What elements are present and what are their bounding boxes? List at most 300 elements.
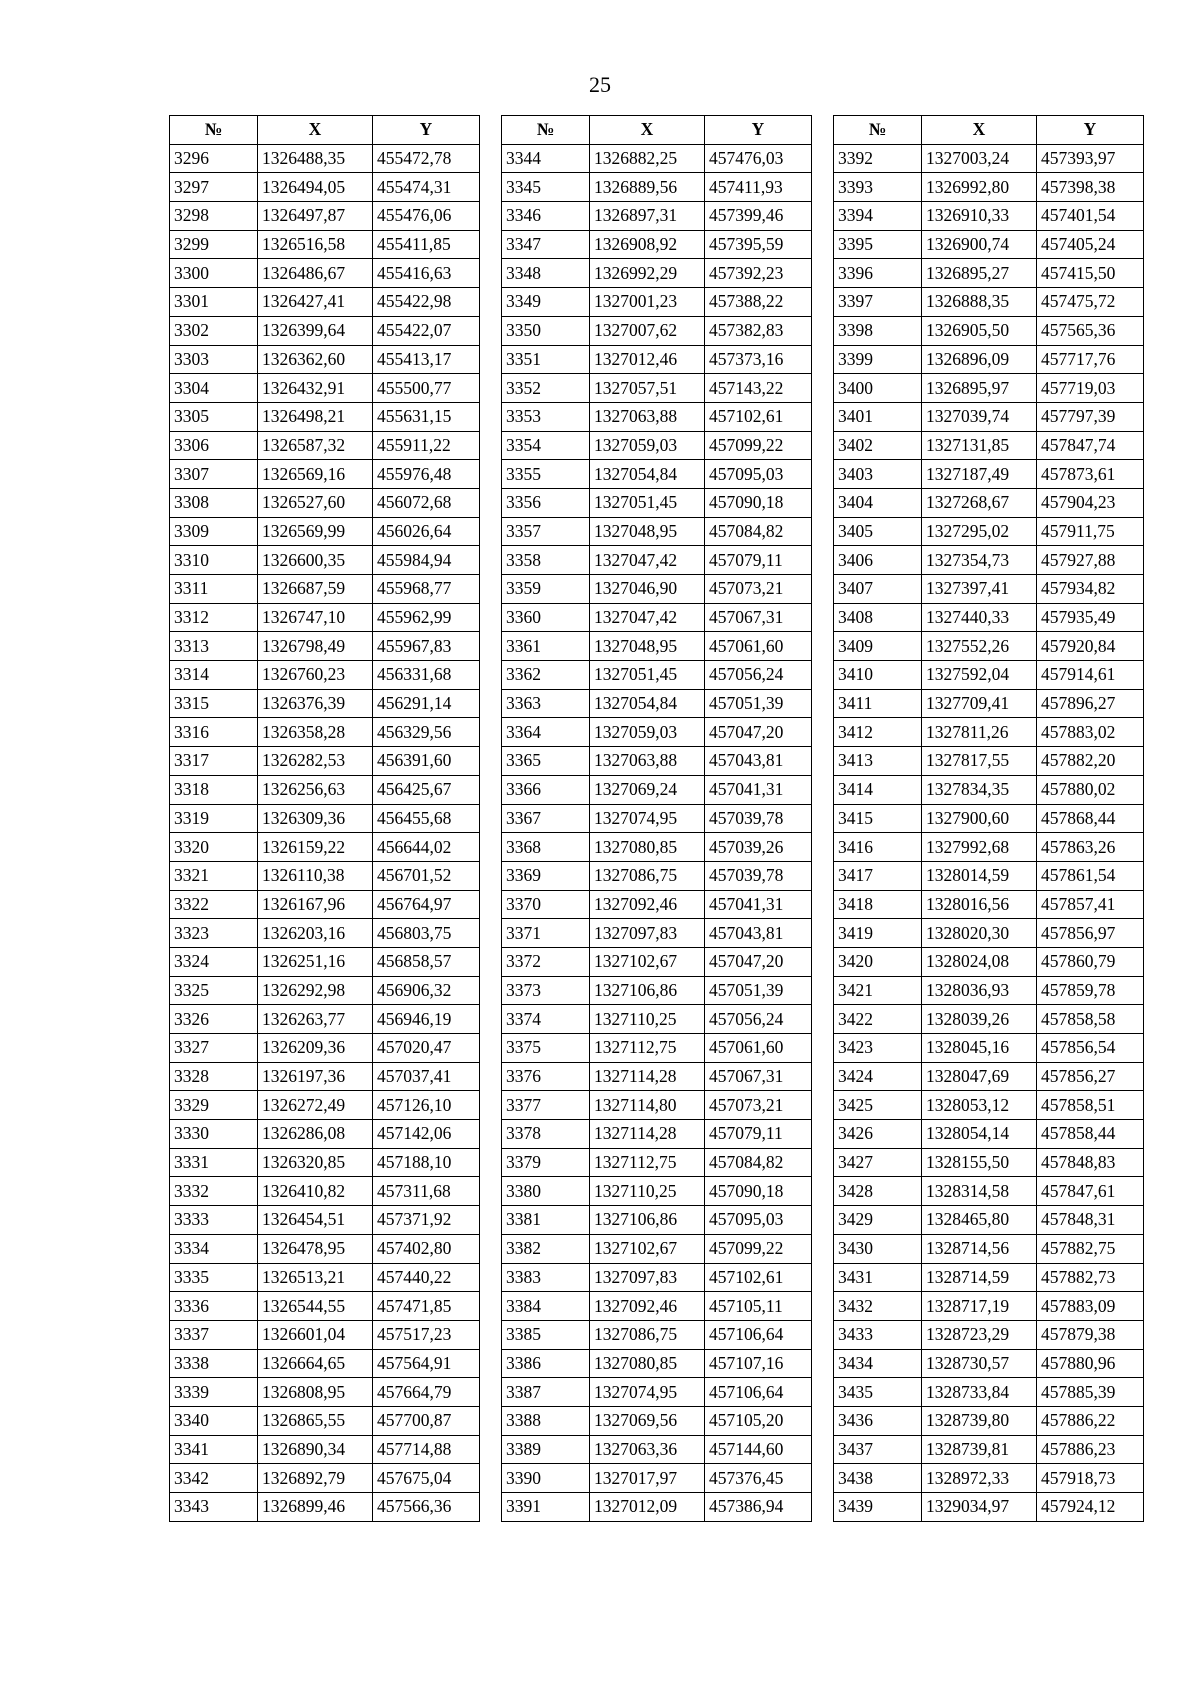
point-number-cell: 3392 xyxy=(834,144,922,173)
table-row xyxy=(170,861,480,890)
x-coordinate-cell: 1328155,50 xyxy=(922,1148,1037,1177)
x-coordinate-cell: 1327054,84 xyxy=(590,689,705,718)
point-number-cell: 3306 xyxy=(170,431,258,460)
table-row xyxy=(502,661,812,690)
point-number-cell: 3382 xyxy=(502,1234,590,1263)
point-number-cell: 3381 xyxy=(502,1206,590,1235)
x-coordinate-cell: 1327900,60 xyxy=(922,804,1037,833)
y-coordinate-cell: 456026,64 xyxy=(373,517,480,546)
table-row xyxy=(834,861,1144,890)
x-coordinate-cell: 1327003,24 xyxy=(922,144,1037,173)
point-number-cell: 3396 xyxy=(834,259,922,288)
y-coordinate-cell: 455976,48 xyxy=(373,460,480,489)
y-coordinate-cell: 457401,54 xyxy=(1037,202,1144,231)
point-number-cell: 3394 xyxy=(834,202,922,231)
x-coordinate-cell: 1327110,25 xyxy=(590,1177,705,1206)
table-row xyxy=(834,1091,1144,1120)
table-row xyxy=(834,632,1144,661)
x-coordinate-cell: 1327048,95 xyxy=(590,517,705,546)
column-header-y: Y xyxy=(373,116,480,145)
y-coordinate-cell: 457105,11 xyxy=(705,1292,812,1321)
y-coordinate-cell: 457675,04 xyxy=(373,1464,480,1493)
x-coordinate-cell: 1326399,64 xyxy=(258,316,373,345)
point-number-cell: 3358 xyxy=(502,546,590,575)
x-coordinate-cell: 1326362,60 xyxy=(258,345,373,374)
table-row xyxy=(502,603,812,632)
y-coordinate-cell: 456906,32 xyxy=(373,976,480,1005)
table-row xyxy=(834,1206,1144,1235)
point-number-cell: 3374 xyxy=(502,1005,590,1034)
point-number-cell: 3387 xyxy=(502,1378,590,1407)
x-coordinate-cell: 1326272,49 xyxy=(258,1091,373,1120)
table-row xyxy=(834,976,1144,1005)
table-row xyxy=(502,1349,812,1378)
y-coordinate-cell: 457056,24 xyxy=(705,661,812,690)
y-coordinate-cell: 457476,03 xyxy=(705,144,812,173)
x-coordinate-cell: 1327114,80 xyxy=(590,1091,705,1120)
y-coordinate-cell: 457398,38 xyxy=(1037,173,1144,202)
x-coordinate-cell: 1327069,24 xyxy=(590,775,705,804)
point-number-cell: 3432 xyxy=(834,1292,922,1321)
y-coordinate-cell: 457935,49 xyxy=(1037,603,1144,632)
table-row xyxy=(170,890,480,919)
table-row xyxy=(834,316,1144,345)
x-coordinate-cell: 1326309,36 xyxy=(258,804,373,833)
table-row xyxy=(502,546,812,575)
table-row xyxy=(170,1263,480,1292)
table-row xyxy=(170,144,480,173)
column-header-number: № xyxy=(170,116,258,145)
y-coordinate-cell: 456803,75 xyxy=(373,919,480,948)
y-coordinate-cell: 455500,77 xyxy=(373,374,480,403)
table-row xyxy=(170,173,480,202)
point-number-cell: 3439 xyxy=(834,1493,922,1522)
point-number-cell: 3421 xyxy=(834,976,922,1005)
table-row xyxy=(170,1234,480,1263)
point-number-cell: 3412 xyxy=(834,718,922,747)
point-number-cell: 3433 xyxy=(834,1320,922,1349)
point-number-cell: 3352 xyxy=(502,374,590,403)
table-row xyxy=(170,259,480,288)
y-coordinate-cell: 457475,72 xyxy=(1037,288,1144,317)
y-coordinate-cell: 457858,51 xyxy=(1037,1091,1144,1120)
x-coordinate-cell: 1326494,05 xyxy=(258,173,373,202)
point-number-cell: 3406 xyxy=(834,546,922,575)
y-coordinate-cell: 457393,97 xyxy=(1037,144,1144,173)
table-row xyxy=(834,661,1144,690)
x-coordinate-cell: 1328047,69 xyxy=(922,1062,1037,1091)
table-row xyxy=(170,747,480,776)
table-row xyxy=(834,1435,1144,1464)
x-coordinate-cell: 1328733,84 xyxy=(922,1378,1037,1407)
point-number-cell: 3438 xyxy=(834,1464,922,1493)
y-coordinate-cell: 457043,81 xyxy=(705,919,812,948)
y-coordinate-cell: 457399,46 xyxy=(705,202,812,231)
y-coordinate-cell: 457402,80 xyxy=(373,1234,480,1263)
x-coordinate-cell: 1327112,75 xyxy=(590,1034,705,1063)
table-row xyxy=(834,1292,1144,1321)
point-number-cell: 3402 xyxy=(834,431,922,460)
y-coordinate-cell: 455476,06 xyxy=(373,202,480,231)
column-header-y: Y xyxy=(705,116,812,145)
point-number-cell: 3329 xyxy=(170,1091,258,1120)
table-row xyxy=(170,1034,480,1063)
table-row xyxy=(170,689,480,718)
y-coordinate-cell: 457857,41 xyxy=(1037,890,1144,919)
table-row xyxy=(170,1406,480,1435)
x-coordinate-cell: 1329034,97 xyxy=(922,1493,1037,1522)
point-number-cell: 3301 xyxy=(170,288,258,317)
point-number-cell: 3300 xyxy=(170,259,258,288)
x-coordinate-cell: 1328723,29 xyxy=(922,1320,1037,1349)
table-row xyxy=(502,259,812,288)
y-coordinate-cell: 457376,45 xyxy=(705,1464,812,1493)
y-coordinate-cell: 455416,63 xyxy=(373,259,480,288)
x-coordinate-cell: 1328045,16 xyxy=(922,1034,1037,1063)
y-coordinate-cell: 456331,68 xyxy=(373,661,480,690)
x-coordinate-cell: 1327092,46 xyxy=(590,890,705,919)
table-row xyxy=(502,804,812,833)
point-number-cell: 3359 xyxy=(502,575,590,604)
x-coordinate-cell: 1327552,26 xyxy=(922,632,1037,661)
y-coordinate-cell: 456858,57 xyxy=(373,947,480,976)
x-coordinate-cell: 1327709,41 xyxy=(922,689,1037,718)
table-row xyxy=(834,804,1144,833)
y-coordinate-cell: 457856,97 xyxy=(1037,919,1144,948)
table-row xyxy=(170,804,480,833)
x-coordinate-cell: 1327012,46 xyxy=(590,345,705,374)
x-coordinate-cell: 1327102,67 xyxy=(590,1234,705,1263)
table-row xyxy=(834,488,1144,517)
y-coordinate-cell: 457020,47 xyxy=(373,1034,480,1063)
point-number-cell: 3403 xyxy=(834,460,922,489)
table-row xyxy=(502,1091,812,1120)
x-coordinate-cell: 1327397,41 xyxy=(922,575,1037,604)
x-coordinate-cell: 1327102,67 xyxy=(590,947,705,976)
column-header-y: Y xyxy=(1037,116,1144,145)
point-number-cell: 3345 xyxy=(502,173,590,202)
point-number-cell: 3319 xyxy=(170,804,258,833)
y-coordinate-cell: 457664,79 xyxy=(373,1378,480,1407)
table-row xyxy=(502,947,812,976)
x-coordinate-cell: 1327086,75 xyxy=(590,861,705,890)
point-number-cell: 3350 xyxy=(502,316,590,345)
table-row xyxy=(170,1177,480,1206)
table-row xyxy=(502,402,812,431)
point-number-cell: 3364 xyxy=(502,718,590,747)
table-row xyxy=(834,1120,1144,1149)
y-coordinate-cell: 457914,61 xyxy=(1037,661,1144,690)
x-coordinate-cell: 1326890,34 xyxy=(258,1435,373,1464)
y-coordinate-cell: 457382,83 xyxy=(705,316,812,345)
x-coordinate-cell: 1327063,88 xyxy=(590,402,705,431)
table-row xyxy=(502,1005,812,1034)
point-number-cell: 3330 xyxy=(170,1120,258,1149)
table-row xyxy=(170,1091,480,1120)
x-coordinate-cell: 1327817,55 xyxy=(922,747,1037,776)
table-row xyxy=(170,402,480,431)
table-row xyxy=(502,1263,812,1292)
x-coordinate-cell: 1327106,86 xyxy=(590,976,705,1005)
point-number-cell: 3342 xyxy=(170,1464,258,1493)
y-coordinate-cell: 457885,39 xyxy=(1037,1378,1144,1407)
x-coordinate-cell: 1326992,29 xyxy=(590,259,705,288)
x-coordinate-cell: 1326286,08 xyxy=(258,1120,373,1149)
table-row xyxy=(834,775,1144,804)
y-coordinate-cell: 455962,99 xyxy=(373,603,480,632)
x-coordinate-cell: 1327012,09 xyxy=(590,1493,705,1522)
point-number-cell: 3369 xyxy=(502,861,590,890)
x-coordinate-cell: 1326209,36 xyxy=(258,1034,373,1063)
point-number-cell: 3431 xyxy=(834,1263,922,1292)
table-row xyxy=(834,374,1144,403)
x-coordinate-cell: 1326159,22 xyxy=(258,833,373,862)
y-coordinate-cell: 457043,81 xyxy=(705,747,812,776)
y-coordinate-cell: 457142,06 xyxy=(373,1120,480,1149)
table-row xyxy=(502,861,812,890)
x-coordinate-cell: 1326569,16 xyxy=(258,460,373,489)
x-coordinate-cell: 1326282,53 xyxy=(258,747,373,776)
table-row xyxy=(170,1320,480,1349)
y-coordinate-cell: 457061,60 xyxy=(705,1034,812,1063)
x-coordinate-cell: 1327063,88 xyxy=(590,747,705,776)
point-number-cell: 3435 xyxy=(834,1378,922,1407)
point-number-cell: 3413 xyxy=(834,747,922,776)
x-coordinate-cell: 1327080,85 xyxy=(590,833,705,862)
table-row xyxy=(834,173,1144,202)
point-number-cell: 3424 xyxy=(834,1062,922,1091)
table-row xyxy=(834,1177,1144,1206)
table-row xyxy=(834,288,1144,317)
y-coordinate-cell: 457039,26 xyxy=(705,833,812,862)
table-row xyxy=(170,316,480,345)
point-number-cell: 3416 xyxy=(834,833,922,862)
y-coordinate-cell: 457037,41 xyxy=(373,1062,480,1091)
page-number: 25 xyxy=(589,72,611,97)
point-number-cell: 3390 xyxy=(502,1464,590,1493)
table-row xyxy=(170,374,480,403)
point-number-cell: 3397 xyxy=(834,288,922,317)
table-row xyxy=(170,947,480,976)
table-row xyxy=(502,144,812,173)
table-row xyxy=(502,517,812,546)
x-coordinate-cell: 1328972,33 xyxy=(922,1464,1037,1493)
y-coordinate-cell: 457102,61 xyxy=(705,402,812,431)
y-coordinate-cell: 457440,22 xyxy=(373,1263,480,1292)
table-row xyxy=(502,1120,812,1149)
point-number-cell: 3297 xyxy=(170,173,258,202)
point-number-cell: 3302 xyxy=(170,316,258,345)
table-row xyxy=(502,976,812,1005)
x-coordinate-cell: 1328036,93 xyxy=(922,976,1037,1005)
y-coordinate-cell: 457882,73 xyxy=(1037,1263,1144,1292)
x-coordinate-cell: 1326687,59 xyxy=(258,575,373,604)
y-coordinate-cell: 457079,11 xyxy=(705,546,812,575)
point-number-cell: 3415 xyxy=(834,804,922,833)
table-row xyxy=(502,718,812,747)
table-row xyxy=(502,345,812,374)
point-number-cell: 3336 xyxy=(170,1292,258,1321)
point-number-cell: 3320 xyxy=(170,833,258,862)
x-coordinate-cell: 1326263,77 xyxy=(258,1005,373,1034)
table-row xyxy=(834,1406,1144,1435)
point-number-cell: 3310 xyxy=(170,546,258,575)
y-coordinate-cell: 457717,76 xyxy=(1037,345,1144,374)
table-row xyxy=(502,1177,812,1206)
y-coordinate-cell: 457388,22 xyxy=(705,288,812,317)
table-row xyxy=(502,890,812,919)
y-coordinate-cell: 457095,03 xyxy=(705,460,812,489)
point-number-cell: 3338 xyxy=(170,1349,258,1378)
x-coordinate-cell: 1326892,79 xyxy=(258,1464,373,1493)
x-coordinate-cell: 1326292,98 xyxy=(258,976,373,1005)
point-number-cell: 3328 xyxy=(170,1062,258,1091)
y-coordinate-cell: 457095,03 xyxy=(705,1206,812,1235)
point-number-cell: 3383 xyxy=(502,1263,590,1292)
y-coordinate-cell: 457047,20 xyxy=(705,947,812,976)
x-coordinate-cell: 1328016,56 xyxy=(922,890,1037,919)
x-coordinate-cell: 1328739,80 xyxy=(922,1406,1037,1435)
x-coordinate-cell: 1326600,35 xyxy=(258,546,373,575)
point-number-cell: 3428 xyxy=(834,1177,922,1206)
y-coordinate-cell: 457882,75 xyxy=(1037,1234,1144,1263)
y-coordinate-cell: 457859,78 xyxy=(1037,976,1144,1005)
x-coordinate-cell: 1327074,95 xyxy=(590,1378,705,1407)
point-number-cell: 3347 xyxy=(502,230,590,259)
point-number-cell: 3315 xyxy=(170,689,258,718)
x-coordinate-cell: 1327592,04 xyxy=(922,661,1037,690)
table-row xyxy=(834,747,1144,776)
table-row xyxy=(170,1349,480,1378)
x-coordinate-cell: 1327048,95 xyxy=(590,632,705,661)
x-coordinate-cell: 1326513,21 xyxy=(258,1263,373,1292)
table-row xyxy=(834,1005,1144,1034)
table-row xyxy=(834,919,1144,948)
point-number-cell: 3334 xyxy=(170,1234,258,1263)
y-coordinate-cell: 457106,64 xyxy=(705,1378,812,1407)
table-row xyxy=(502,1292,812,1321)
table-row xyxy=(170,1435,480,1464)
point-number-cell: 3339 xyxy=(170,1378,258,1407)
table-row xyxy=(170,345,480,374)
x-coordinate-cell: 1326110,38 xyxy=(258,861,373,890)
y-coordinate-cell: 457405,24 xyxy=(1037,230,1144,259)
y-coordinate-cell: 456644,02 xyxy=(373,833,480,862)
table-row xyxy=(834,230,1144,259)
x-coordinate-cell: 1326601,04 xyxy=(258,1320,373,1349)
y-coordinate-cell: 457084,82 xyxy=(705,1148,812,1177)
y-coordinate-cell: 457873,61 xyxy=(1037,460,1144,489)
point-number-cell: 3384 xyxy=(502,1292,590,1321)
point-number-cell: 3367 xyxy=(502,804,590,833)
point-number-cell: 3391 xyxy=(502,1493,590,1522)
point-number-cell: 3355 xyxy=(502,460,590,489)
point-number-cell: 3353 xyxy=(502,402,590,431)
y-coordinate-cell: 457934,82 xyxy=(1037,575,1144,604)
point-number-cell: 3326 xyxy=(170,1005,258,1034)
point-number-cell: 3321 xyxy=(170,861,258,890)
point-number-cell: 3376 xyxy=(502,1062,590,1091)
y-coordinate-cell: 455911,22 xyxy=(373,431,480,460)
point-number-cell: 3316 xyxy=(170,718,258,747)
x-coordinate-cell: 1326497,87 xyxy=(258,202,373,231)
table-row xyxy=(502,1034,812,1063)
point-number-cell: 3400 xyxy=(834,374,922,403)
table-header-row xyxy=(502,116,812,145)
y-coordinate-cell: 457051,39 xyxy=(705,976,812,1005)
y-coordinate-cell: 457084,82 xyxy=(705,517,812,546)
table-row xyxy=(170,718,480,747)
table-row xyxy=(502,1320,812,1349)
x-coordinate-cell: 1328730,57 xyxy=(922,1349,1037,1378)
point-number-cell: 3436 xyxy=(834,1406,922,1435)
table-row xyxy=(170,661,480,690)
y-coordinate-cell: 457411,93 xyxy=(705,173,812,202)
y-coordinate-cell: 457797,39 xyxy=(1037,402,1144,431)
x-coordinate-cell: 1326808,95 xyxy=(258,1378,373,1407)
y-coordinate-cell: 457700,87 xyxy=(373,1406,480,1435)
x-coordinate-cell: 1326905,50 xyxy=(922,316,1037,345)
point-number-cell: 3368 xyxy=(502,833,590,862)
y-coordinate-cell: 457856,27 xyxy=(1037,1062,1144,1091)
table-row xyxy=(502,288,812,317)
x-coordinate-cell: 1327074,95 xyxy=(590,804,705,833)
table-row xyxy=(502,202,812,231)
table-header-row xyxy=(170,116,480,145)
y-coordinate-cell: 457564,91 xyxy=(373,1349,480,1378)
x-coordinate-cell: 1327051,45 xyxy=(590,488,705,517)
x-coordinate-cell: 1328739,81 xyxy=(922,1435,1037,1464)
table-row xyxy=(170,460,480,489)
x-coordinate-cell: 1327354,73 xyxy=(922,546,1037,575)
point-number-cell: 3414 xyxy=(834,775,922,804)
x-coordinate-cell: 1327295,02 xyxy=(922,517,1037,546)
point-number-cell: 3385 xyxy=(502,1320,590,1349)
table-row xyxy=(834,1464,1144,1493)
x-coordinate-cell: 1326897,31 xyxy=(590,202,705,231)
point-number-cell: 3427 xyxy=(834,1148,922,1177)
y-coordinate-cell: 455413,17 xyxy=(373,345,480,374)
y-coordinate-cell: 457848,83 xyxy=(1037,1148,1144,1177)
point-number-cell: 3343 xyxy=(170,1493,258,1522)
y-coordinate-cell: 456701,52 xyxy=(373,861,480,890)
table-row xyxy=(170,1378,480,1407)
x-coordinate-cell: 1326896,09 xyxy=(922,345,1037,374)
column-header-x: X xyxy=(258,116,373,145)
x-coordinate-cell: 1326410,82 xyxy=(258,1177,373,1206)
table-row xyxy=(170,230,480,259)
x-coordinate-cell: 1327007,62 xyxy=(590,316,705,345)
x-coordinate-cell: 1327054,84 xyxy=(590,460,705,489)
x-coordinate-cell: 1327051,45 xyxy=(590,661,705,690)
x-coordinate-cell: 1327992,68 xyxy=(922,833,1037,862)
column-header-x: X xyxy=(922,116,1037,145)
table-row xyxy=(170,431,480,460)
y-coordinate-cell: 455422,07 xyxy=(373,316,480,345)
table-row xyxy=(834,1034,1144,1063)
y-coordinate-cell: 457858,44 xyxy=(1037,1120,1144,1149)
y-coordinate-cell: 457144,60 xyxy=(705,1435,812,1464)
y-coordinate-cell: 455472,78 xyxy=(373,144,480,173)
point-number-cell: 3360 xyxy=(502,603,590,632)
x-coordinate-cell: 1328054,14 xyxy=(922,1120,1037,1149)
point-number-cell: 3354 xyxy=(502,431,590,460)
y-coordinate-cell: 457392,23 xyxy=(705,259,812,288)
point-number-cell: 3398 xyxy=(834,316,922,345)
point-number-cell: 3426 xyxy=(834,1120,922,1149)
y-coordinate-cell: 456764,97 xyxy=(373,890,480,919)
table-row xyxy=(834,546,1144,575)
